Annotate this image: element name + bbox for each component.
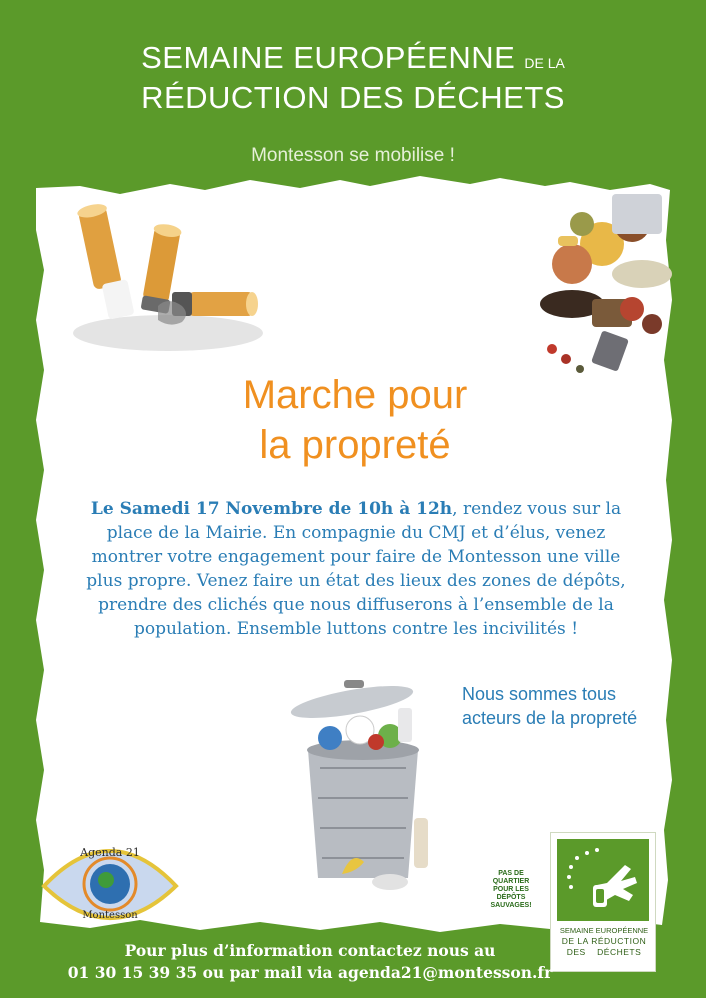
title-small-de-la: DE LA <box>524 55 565 71</box>
headline <box>150 370 560 470</box>
logo-line-1: SEMAINE EUROPÉENNE <box>559 926 649 935</box>
logo-caption <box>555 925 653 958</box>
logo-line-3b: DÉCHETS <box>597 947 642 957</box>
logo-line-3 <box>555 947 653 958</box>
logo-green-block <box>557 839 649 921</box>
title-line-2: RÉDUCTION DES DÉCHETS <box>141 80 565 115</box>
logo-line-2: DE LA RÉDUCTION <box>561 936 647 946</box>
cigarette-butt-1 <box>76 202 134 320</box>
semaine-europeenne-logo <box>550 832 656 972</box>
headline-line-1: Marche pour <box>242 373 468 417</box>
agenda21-logo <box>40 826 180 938</box>
logo-line-3a: DES <box>566 947 586 957</box>
title-text-1: SEMAINE EUROPÉENNE <box>141 40 516 75</box>
agenda21-bottom-text: Montesson <box>82 910 138 921</box>
headline-line-2: la propreté <box>259 423 451 467</box>
agenda21-top-text: Agenda 21 <box>80 846 140 859</box>
subtitle: Montesson se mobilise ! <box>251 145 455 166</box>
food-waste-image <box>532 184 676 384</box>
footer-contact <box>60 940 560 984</box>
footer-line-1: Pour plus d’information contactez nous au <box>124 941 496 960</box>
trash-can-image <box>290 678 440 898</box>
cigarette-butts-image <box>68 198 268 358</box>
side-note: Nous sommes tous acteurs de la propreté <box>462 684 638 728</box>
depots-sauvages-badge: PAS DE QUARTIER POUR LES DÉPÔTS SAUVAGES! <box>490 870 532 909</box>
event-details: , rendez vous sur la place de la Mairie. En compagnie du CMJ et d’élus, venez montrer votre engagement pour faire de Montesson une ville plus propre. Venez faire un état des lieux des zones de dépôts, prendre des clichés que nous diffuserons à l’ensemble de la population. Ensemble luttons contre les incivilités ! <box>86 499 626 639</box>
footer-line-2: 01 30 15 39 35 ou par mail via agenda21@montesson.fr <box>67 963 553 982</box>
eu-stars-icon <box>557 839 649 921</box>
event-date-bold: Le Samedi 17 Novembre de 10h à 12h <box>90 499 453 519</box>
event-description <box>78 497 634 641</box>
